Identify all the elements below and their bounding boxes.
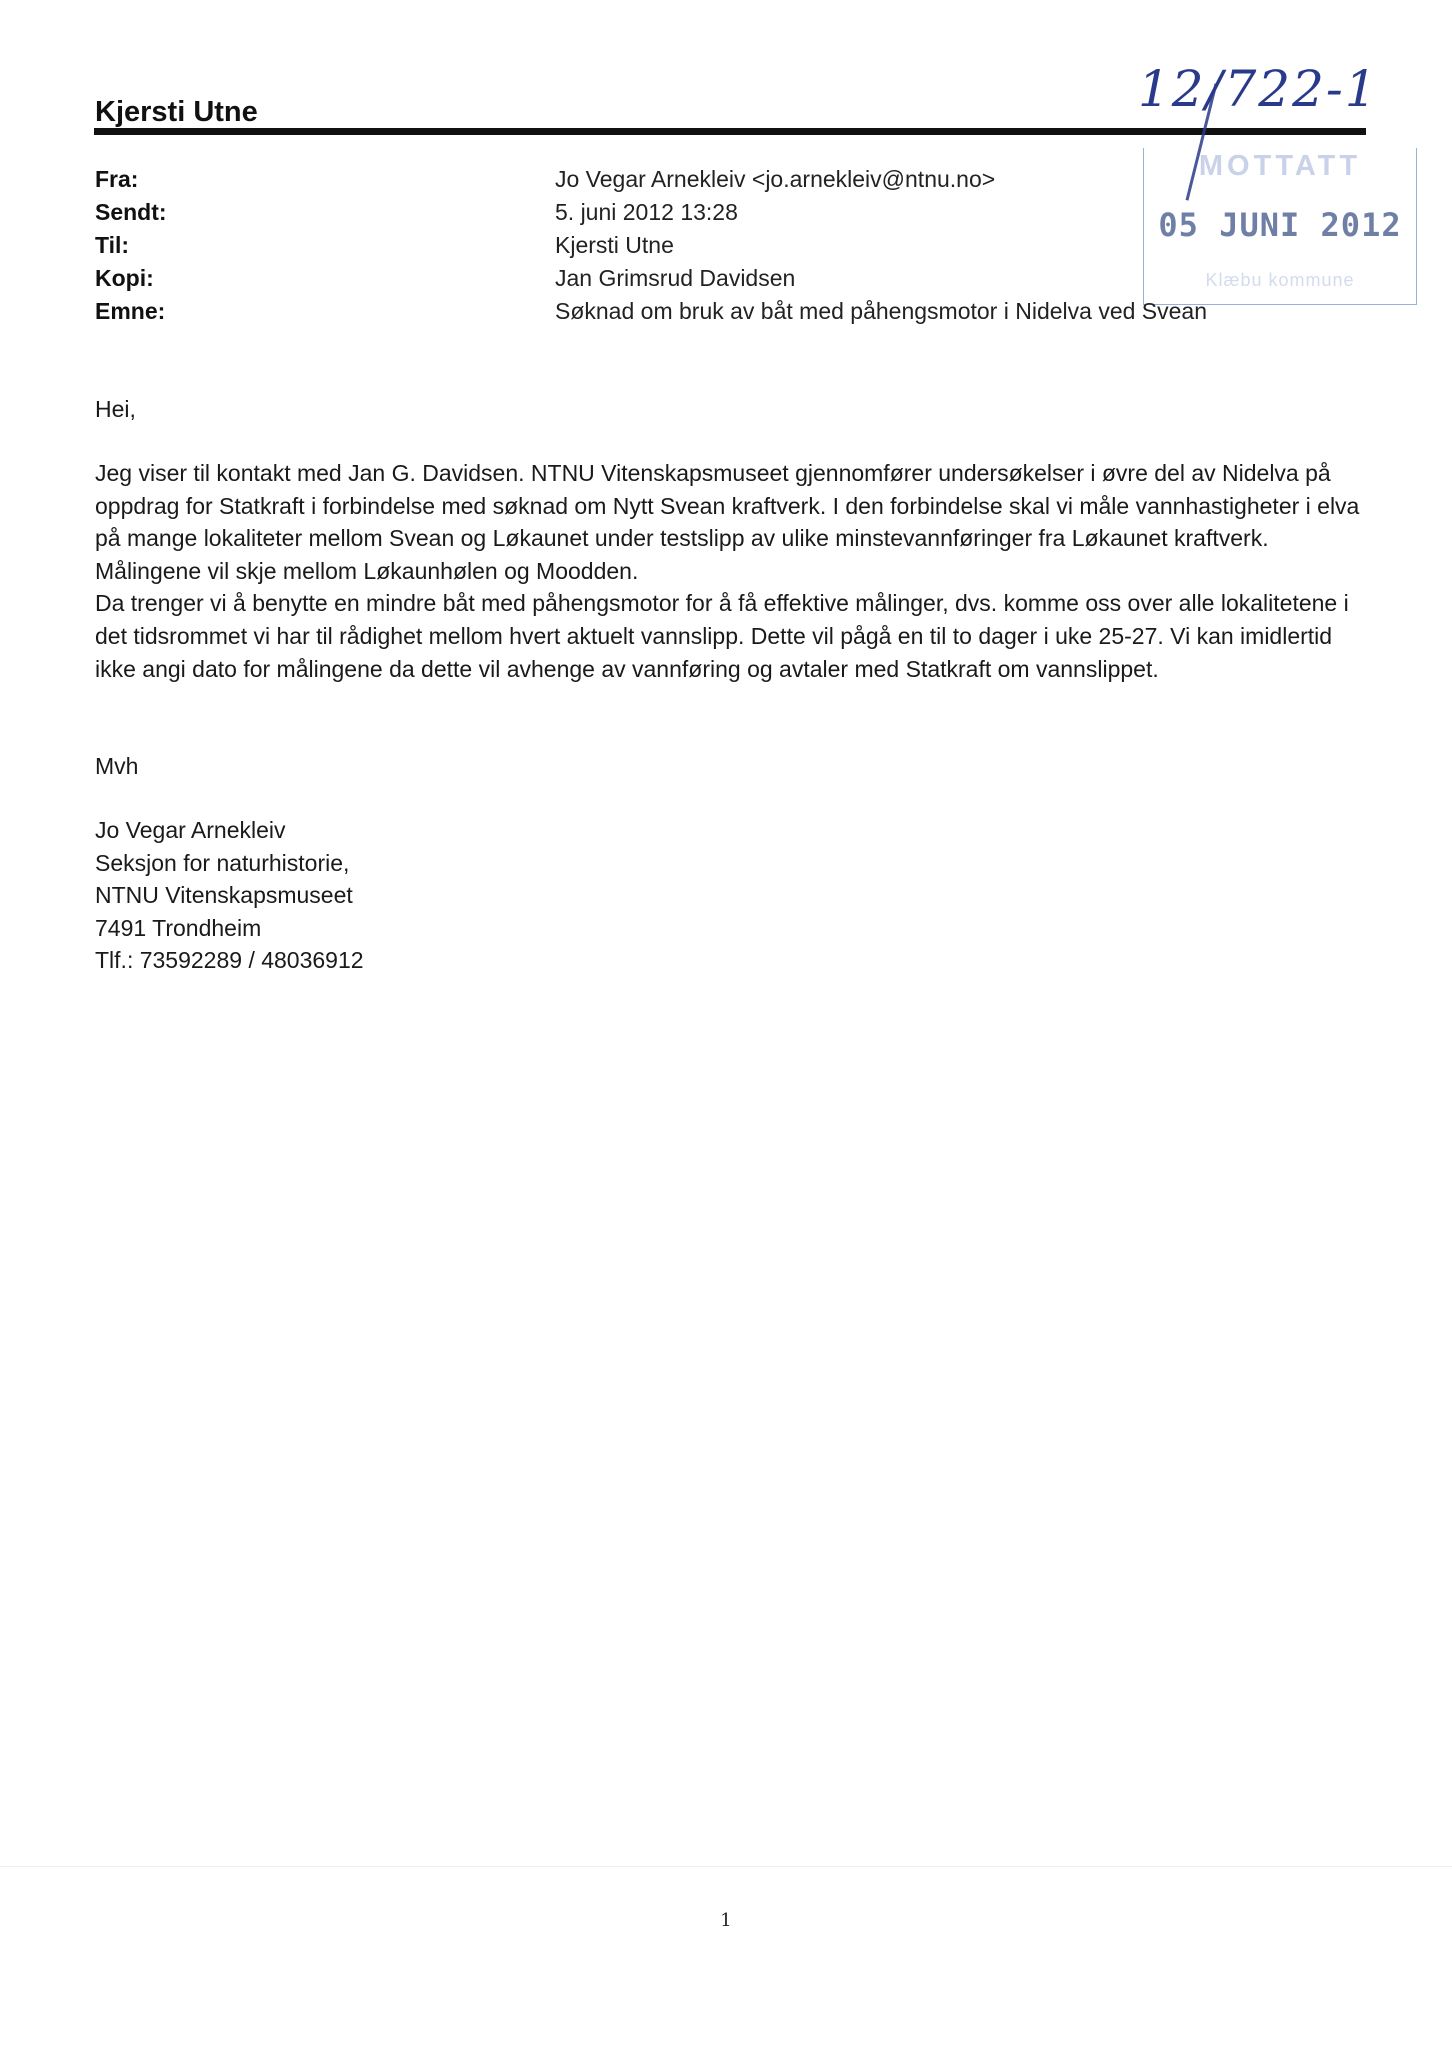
signature-phone: Tlf.: 73592289 / 48036912 — [95, 947, 364, 974]
stamp-title: MOTTATT — [1198, 150, 1362, 182]
meta-value-sent: 5. juni 2012 13:28 — [555, 199, 738, 225]
email-paragraph-2: Da trenger vi å benytte en mindre båt med påhengsmotor for å få effektive målinger, dvs. komme oss over alle lokalitetene i det tidsrommet vi har til rådighet mellom hvert aktuelt vannslipp. Dette vil pågå en til to dager i uke 25-27. Vi kan imidlertid ikke angi dato for målingene da dette vil avhenge av vannføring og avtaler med Statkraft om vannslippet. — [95, 590, 1349, 682]
email-greeting: Hei, — [95, 396, 136, 422]
meta-label-from: Fra: — [95, 166, 139, 192]
signature-address: 7491 Trondheim — [95, 914, 262, 941]
document-owner-name: Kjersti Utne — [95, 96, 258, 128]
meta-label-cc: Kopi: — [95, 265, 154, 291]
stamp-organization: Klæbu kommune — [1205, 270, 1355, 290]
received-stamp — [1143, 148, 1417, 305]
meta-value-cc: Jan Grimsrud Davidsen — [555, 265, 796, 291]
stamp-date: 05 JUNI 2012 — [1158, 206, 1402, 244]
meta-value-from: Jo Vegar Arnekleiv <jo.arnekleiv@ntnu.no> — [555, 166, 996, 192]
signature-name: Jo Vegar Arnekleiv — [95, 817, 286, 843]
footer-divider — [0, 1866, 1452, 1867]
signature-institution: NTNU Vitenskapsmuseet — [95, 882, 353, 909]
signature-department: Seksjon for naturhistorie, — [95, 849, 350, 876]
meta-label-to: Til: — [95, 232, 130, 258]
handwritten-case-number: 12/722-1 — [1138, 60, 1379, 118]
page-number: 1 — [720, 1910, 732, 1931]
meta-label-sent: Sendt: — [95, 199, 167, 225]
meta-value-to: Kjersti Utne — [555, 232, 674, 258]
email-signature — [95, 814, 1365, 977]
email-body — [95, 457, 1365, 685]
email-paragraph-1: Jeg viser til kontakt med Jan G. Davidsen. NTNU Vitenskapsmuseet gjennomfører undersøkelser i øvre del av Nidelva på oppdrag for Statkraft i forbindelse med søknad om Nytt Svean kraftverk. I den forbindelse skal vi måle vannhastigheter i elva på mange lokaliteter mellom Svean og Løkaunet under testslipp av ulike minstevannføringer fra Løkaunet kraftverk. Målingene vil skje mellom Løkaunhølen og Moodden. — [95, 460, 1360, 584]
meta-value-subject: Søknad om bruk av båt med påhengsmotor i Nidelva ved Svean — [555, 298, 1208, 324]
meta-label-subject: Emne: — [95, 298, 166, 324]
email-closing: Mvh — [95, 753, 139, 779]
header-divider — [94, 128, 1366, 135]
